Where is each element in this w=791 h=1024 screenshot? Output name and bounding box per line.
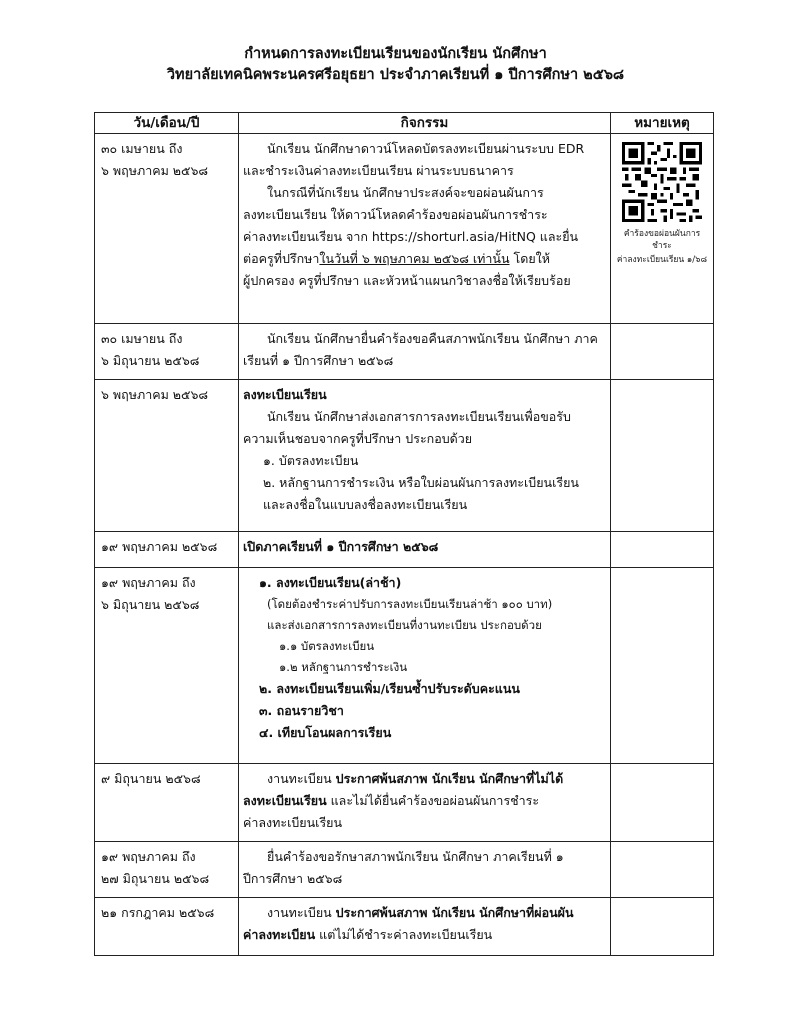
- note-cell: [611, 532, 714, 568]
- date-cell: [95, 764, 239, 842]
- table-row: [95, 380, 714, 532]
- schedule-table: [94, 112, 714, 956]
- date-text: ๓๐ เมษายน ถึง: [101, 331, 183, 346]
- note-cell: [611, 764, 714, 842]
- activity-cell: [239, 898, 611, 956]
- date-text: ๑๙ พฤษภาคม ถึง: [101, 575, 196, 590]
- activity-heading: เปิดภาคเรียนที่ ๑ ปีการศึกษา ๒๕๖๘: [243, 539, 439, 554]
- note-cell: [611, 134, 714, 324]
- date-cell: [95, 324, 239, 380]
- column-header-note: หมายเหตุ: [611, 113, 714, 134]
- activity-text: ปีการศึกษา ๒๕๖๘: [243, 871, 343, 886]
- table-row: [95, 324, 714, 380]
- activity-text: ความเห็นชอบจากครูที่ปรึกษา ประกอบด้วย: [243, 431, 473, 446]
- date-cell: [95, 532, 239, 568]
- list-item: และลงชื่อในแบบลงชื่อลงทะเบียนเรียน: [263, 497, 468, 512]
- activity-heading: ๑. ลงทะเบียนเรียน(ล่าช้า): [259, 575, 402, 590]
- activity-text: นักเรียน นักศึกษาดาวน์โหลดบัตรลงทะเบียนผ่านระบบ EDR: [267, 141, 585, 156]
- activity-text: ในกรณีที่นักเรียน นักศึกษาประสงค์จะขอผ่อนผันการ: [267, 185, 544, 200]
- note-cell: [611, 380, 714, 532]
- date-cell: [95, 842, 239, 898]
- date-text: ๑๙ พฤษภาคม ถึง: [101, 849, 196, 864]
- date-cell: [95, 568, 239, 764]
- activity-heading: ๓. ถอนรายวิชา: [259, 703, 344, 718]
- date-cell: [95, 134, 239, 324]
- activity-text: [243, 902, 606, 924]
- activity-text: เรียนที่ ๑ ปีการศึกษา ๒๕๖๘: [243, 353, 394, 368]
- activity-heading: ๒. ลงทะเบียนเรียนเพิ่ม/เรียนซ้ำปรับระดับคะแนน: [259, 681, 520, 696]
- note-cell: [611, 324, 714, 380]
- activity-text: ต่อครูที่ปรึกษา: [243, 251, 320, 266]
- list-item: ๑.๑ บัตรลงทะเบียน: [279, 639, 375, 653]
- activity-text: นักเรียน นักศึกษายื่นคำร้องขอคืนสภาพนักเรียน นักศึกษา ภาค: [267, 331, 598, 346]
- activity-emphasis: ค่าลงทะเบียน: [243, 927, 316, 942]
- activity-text: [243, 768, 606, 790]
- activity-text: ค่าลงทะเบียนเรียน: [243, 815, 343, 830]
- activity-text: ยื่นคำร้องขอรักษาสภาพนักเรียน นักศึกษา ภาคเรียนที่ ๑: [267, 849, 564, 864]
- date-text: ๙ มิถุนายน ๒๕๖๘: [101, 771, 201, 786]
- activity-emphasis: ลงทะเบียนเรียน: [243, 793, 327, 808]
- activity-text: [243, 790, 606, 812]
- date-text: ๖ มิถุนายน ๒๕๖๘: [101, 353, 200, 368]
- activity-text: (โดยต้องชำระค่าปรับการลงทะเบียนเรียนล่าช้า ๑๐๐ บาท): [267, 597, 553, 611]
- activity-text: [243, 248, 606, 270]
- activity-cell: [239, 532, 611, 568]
- note-cell: [611, 898, 714, 956]
- activity-text: แต่ไม่ได้ชำระค่าลงทะเบียนเรียน: [315, 927, 493, 942]
- date-text: ๖ พฤษภาคม ๒๕๖๘: [101, 387, 209, 402]
- column-header-activity: กิจกรรม: [239, 113, 611, 134]
- date-text: ๖ พฤษภาคม ๒๕๖๘: [101, 163, 209, 178]
- activity-text: และชำระเงินค่าลงทะเบียนเรียน ผ่านระบบธนาคาร: [243, 163, 514, 178]
- qr-caption: คำร้องขอผ่อนผันการชำระ: [623, 229, 701, 251]
- activity-text: งานทะเบียน: [267, 771, 336, 786]
- activity-heading: ๔. เทียบโอนผลการเรียน: [259, 725, 392, 740]
- date-text: ๑๙ พฤษภาคม ๒๕๖๘: [101, 539, 218, 554]
- document-subtitle: วิทยาลัยเทคนิคพระนครศรีอยุธยา ประจำภาคเรียนที่ ๑ ปีการศึกษา ๒๕๖๘: [166, 67, 625, 83]
- activity-text: [243, 924, 606, 946]
- activity-text: ลงทะเบียนเรียน ให้ดาวน์โหลดคำร้องขอผ่อนผันการชำระ: [243, 207, 548, 222]
- date-text: ๒๑ กรกฎาคม ๒๕๖๘: [101, 905, 215, 920]
- note-cell: [611, 568, 714, 764]
- activity-heading: ลงทะเบียนเรียน: [243, 387, 327, 402]
- list-item: ๑.๒ หลักฐานการชำระเงิน: [279, 660, 408, 674]
- activity-cell: [239, 324, 611, 380]
- activity-cell: [239, 380, 611, 532]
- date-text: ๒๗ มิถุนายน ๒๕๖๘: [101, 871, 210, 886]
- activity-text: นักเรียน นักศึกษาส่งเอกสารการลงทะเบียนเรียนเพื่อขอรับ: [267, 409, 571, 424]
- activity-text: ผู้ปกครอง ครูที่ปรึกษา และหัวหน้าแผนกวิชาลงชื่อให้เรียบร้อย: [243, 273, 571, 288]
- note-cell: [611, 842, 714, 898]
- table-header-row: [95, 113, 714, 134]
- table-row: [95, 134, 714, 324]
- table-row: [95, 532, 714, 568]
- activity-text: และส่งเอกสารการลงทะเบียนที่งานทะเบียน ประกอบด้วย: [267, 618, 542, 632]
- date-text: ๖ มิถุนายน ๒๕๖๘: [101, 597, 200, 612]
- document-title: กำหนดการลงทะเบียนเรียนของนักเรียน นักศึกษา: [244, 46, 547, 62]
- activity-cell: [239, 764, 611, 842]
- activity-text: และไม่ได้ยื่นคำร้องขอผ่อนผันการชำระ: [326, 793, 540, 808]
- date-cell: [95, 898, 239, 956]
- activity-text: โดยให้: [509, 251, 550, 266]
- date-text: ๓๐ เมษายน ถึง: [101, 141, 183, 156]
- list-item: ๑. บัตรลงทะเบียน: [263, 453, 359, 468]
- activity-emphasis: ประกาศพ้นสภาพ นักเรียน นักศึกษาที่ไม่ได้: [335, 771, 564, 786]
- activity-cell: [239, 842, 611, 898]
- table-row: [95, 764, 714, 842]
- activity-emphasis: ประกาศพ้นสภาพ นักเรียน นักศึกษาที่ผ่อนผัน: [335, 905, 574, 920]
- activity-text: ค่าลงทะเบียนเรียน จาก https://shorturl.asia/HitNQ และยื่น: [243, 229, 579, 244]
- activity-cell: [239, 134, 611, 324]
- table-row: [95, 842, 714, 898]
- date-cell: [95, 380, 239, 532]
- activity-text: งานทะเบียน: [267, 905, 336, 920]
- deadline-text: ในวันที่ ๖ พฤษภาคม ๒๕๖๘ เท่านั้น: [319, 251, 510, 266]
- list-item: ๒. หลักฐานการชำระเงิน หรือใบผ่อนผันการลงทะเบียนเรียน: [263, 475, 579, 490]
- table-row: [95, 568, 714, 764]
- qr-code-icon[interactable]: [622, 142, 702, 222]
- activity-cell: [239, 568, 611, 764]
- table-row: [95, 898, 714, 956]
- qr-caption: ค่าลงทะเบียนเรียน ๑/๖๘: [616, 255, 708, 265]
- column-header-date: วัน/เดือน/ปี: [95, 113, 239, 134]
